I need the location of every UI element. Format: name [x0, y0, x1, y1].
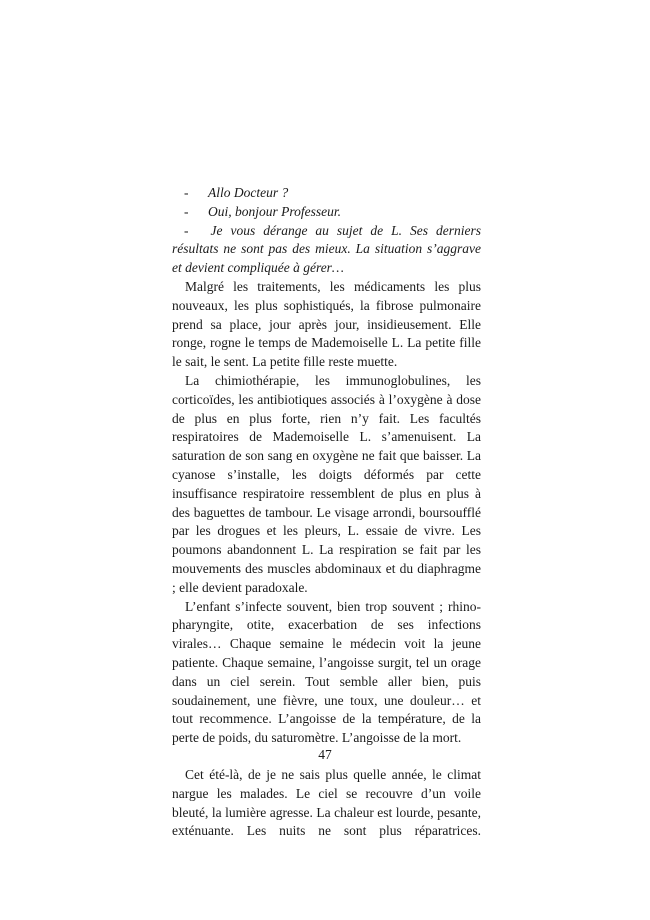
dialogue-text: Oui, bonjour Professeur. — [208, 203, 342, 219]
dialogue-dash: - — [184, 185, 189, 200]
page-number: 47 — [318, 747, 332, 762]
paragraph-2: La chimiothérapie, les immunoglobulines, les corticoïdes, les antibiotiques associés à l’oxygène à dose de plus en plus forte, rien n’y fait. Les facultés respiratoires de Mademoiselle L. s’amenuisent. La saturation de son sang en oxygène ne fait que baisser. La cyanose s’installe, les doigts déformés par cette insuffisance respiratoire ressemblent de plus en plus à des baguettes de tambour. Le visage arrondi, boursoufflé par les drogues et les pleurs, L. essaie de vivre. Les poumons abandonnent L. La respiration se fait par les mouvements des muscles abdominaux et du diaphragme ; elle devient paradoxale. — [172, 372, 481, 595]
dialogue-text: Je vous dérange au sujet de L. Ses derniers résultats ne sont pas des mieux. La situation s’aggrave et devient compliquée à gérer… — [172, 222, 481, 276]
dialogue-line-1 — [172, 184, 481, 203]
paragraph-3: L’enfant s’infecte souvent, bien trop souvent ; rhino-pharyngite, otite, exacerbation de ses infections virales… Chaque semaine le médecin voit la jeune patiente. Chaque semaine, l’angoisse surgit, tel un orage dans un ciel serein. Tout semble aller bien, puis soudainement, une fièvre, une toux, une douleur… et tout recommence. L’angoisse de la température, de la perte de poids, du saturomètre. L’angoisse de la mort. — [172, 598, 481, 746]
dialogue-line-3 — [172, 222, 481, 278]
paragraph-4: Cet été-là, de je ne sais plus quelle année, le climat nargue les malades. Le ciel se recouvre d’un voile bleuté, la lumière agresse. La chaleur est lourde, pesante, exténuante. Les nuits ne sont plus réparatrices. — [172, 766, 481, 839]
dialogue-dash: - — [184, 222, 189, 238]
body-text — [172, 184, 481, 841]
dialogue-line-2 — [172, 203, 481, 222]
dialogue-text: Allo Docteur ? — [208, 185, 289, 200]
dialogue-dash: - — [184, 203, 189, 219]
paragraph-1: Malgré les traitements, les médicaments les plus nouveaux, les plus sophistiqués, la fibrose pulmonaire prend sa place, jour après jour, insidieusement. Elle ronge, rogne le temps de Mademoiselle L. La petite fille le sait, le sent. La petite fille reste muette. — [172, 278, 481, 370]
